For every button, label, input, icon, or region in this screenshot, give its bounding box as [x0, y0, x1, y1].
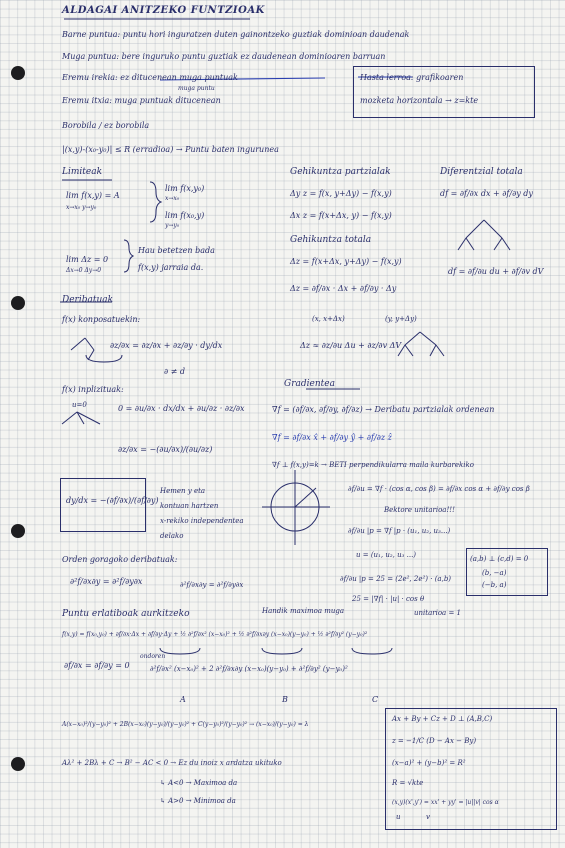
implicit-result: dy/dx = −(∂f/∂x)/(∂f/∂y)	[66, 496, 159, 505]
box-note-4: delako	[160, 532, 184, 540]
critical-point-condition: ∂f/∂x = ∂f/∂y = 0	[64, 661, 130, 670]
schwarz-theorem: ∂²f/∂x∂y = ∂²f/∂y∂x	[70, 577, 143, 586]
chain-approximation: Δz ≈ ∂z/∂u Δu + ∂z/∂v ΔV	[300, 341, 402, 350]
unit-vector: u = (u₁, u₂, u₃ ...)	[356, 551, 417, 559]
boxed-note-line2: mozketa horizontala → z=kte	[360, 96, 479, 105]
limit-row-1-sub: x→x₀ y→y₀	[66, 204, 97, 211]
heading-gradientea: Gradientea	[284, 379, 335, 389]
circle-radius: R = √kte	[392, 779, 424, 787]
increment-point-1: (x, x+Δx)	[312, 315, 345, 323]
box-note-2: kontuan hartzen	[160, 502, 219, 510]
label-a: A	[180, 695, 186, 704]
circle-equation: (x−a)² + (y−b)² = R²	[392, 759, 466, 767]
partial-neq-d: ∂ ≠ d	[164, 367, 186, 376]
gradient-definition: ∇f = (∂f/∂x, ∂f/∂y, ∂f/∂z) → Deribatu partzialak ordenean	[272, 405, 495, 414]
directional-example: ∂f/∂u |p = 25 = (2e², 2e²) · (a,b)	[340, 575, 452, 583]
heading-deribatuak: Deribatuak	[62, 295, 114, 305]
iterated-limit-2: lim f(x₀,y)	[165, 211, 205, 220]
increment-point-2: (y, y+Δy)	[385, 315, 417, 323]
taylor-expansion: f(x,y) = f(x₀,y₀) + ∂f/∂x·Δx + ∂f/∂y·Δy + ½ ∂²f/∂x² (x−x₀)² + ½ ∂²f/∂x∂y (x−x₀)(y−y₀) + ½ ∂²f/∂y² (y−y₀)²	[62, 631, 368, 638]
plane-z: z = −1/C (D − Ax − By)	[392, 737, 477, 745]
gradient-components: ∇f = ∂f/∂x x̂ + ∂f/∂y ŷ + ∂f/∂z ẑ	[272, 433, 392, 442]
iterated-limit-1-sub: x→x₀	[165, 195, 180, 202]
heading-orden-goragoko: Orden goragoko deribatuak:	[62, 555, 178, 564]
u-equals-zero: u=0	[72, 401, 87, 409]
heading-borobila: Borobila / ez borobila	[62, 121, 150, 130]
directional-derivative: ∂f/∂u = ∇f · (cos α, cos β) = ∂f/∂x cos α + ∂f/∂y cos β	[348, 485, 530, 493]
limit-row-2: lim Δz = 0	[66, 255, 109, 264]
ondoren-label: ondoren	[140, 653, 166, 660]
definition-muga-puntua: Muga puntua: bere inguruko puntu guztiak ez daudenean dominioaren barruan	[62, 52, 386, 61]
case-minimum: ↳ A>0 → Minimoa da	[160, 797, 236, 805]
continuity-note-1: Hau betetzen bada	[138, 246, 215, 255]
increment-approximation: Δz = ∂f/∂x · Δx + ∂f/∂y · Δy	[290, 284, 397, 293]
partial-increment-y: Δy z = f(x, y+Δy) − f(x,y)	[290, 189, 392, 198]
quadratic-form: ∂²f/∂x² (x−x₀)² + 2 ∂²f/∂x∂y (x−x₀)(y−y₀) + ∂²f/∂y² (y−y₀)²	[150, 665, 348, 673]
perp-box-line2: (b, −a)	[482, 569, 507, 577]
implicit-heading: f(x) inplizituak:	[62, 385, 124, 394]
discriminant: Aλ² + 2Bλ + C → B² − AC < 0 → Ez du inoiz x ardatza ukituko	[62, 759, 282, 767]
dot-product: (x,y)(x',y') = xx' + yy' = |u||v| cos α	[392, 799, 499, 806]
box-note-1: Hemen y eta	[160, 487, 206, 495]
label-c: C	[372, 695, 379, 704]
perp-box-line3: (−b, a)	[482, 581, 507, 589]
limit-row-1: lim f(x,y) = A	[66, 191, 120, 200]
ball-condition: |(x,y)-(x₀-y₀)| ≤ R (erradioa) → Puntu baten ingurunea	[62, 145, 279, 154]
limit-row-2-sub: Δx→0 Δy→0	[66, 267, 102, 274]
muga-puntu-note: muga puntu	[178, 85, 215, 92]
gradient-perpendicular: ∇f ⊥ f(x,y)=k → BETI perpendikularra maila kurbarekiko	[272, 461, 474, 469]
heading-gehikuntza-partzialak: Gehikuntza partzialak	[290, 167, 391, 177]
composed-heading: f(x) konposatuekin:	[62, 315, 141, 324]
max-slope-note: Handik maximoa muga	[262, 607, 345, 615]
implicit-derivative-1: 0 = ∂u/∂x · dx/dx + ∂u/∂z · ∂z/∂x	[118, 404, 245, 413]
chain-rule: ∂z/∂x = ∂z/∂x + ∂z/∂y · dy/dx	[110, 341, 223, 350]
definition-barne-puntua: Barne puntua: puntu hori inguratzen duten gainontzeko guztiak dominioan daudenak	[62, 30, 410, 39]
implicit-derivative-2: ∂z/∂x = −(∂u/∂x)/(∂u/∂z)	[118, 445, 213, 454]
total-differential-xy: df = ∂f/∂x dx + ∂f/∂y dy	[440, 189, 533, 198]
geometry-box	[385, 708, 557, 830]
heading-gehikuntza-totala: Gehikuntza totala	[290, 235, 372, 245]
unit-vector-note: Bektore unitarioa!!!	[384, 506, 455, 514]
box-note-3: x-rekiko independentea	[160, 517, 244, 525]
continuity-note-2: f(x,y) jarraia da.	[138, 263, 204, 272]
dot-v-label: v	[426, 813, 430, 821]
implicit-result-box	[60, 478, 146, 532]
schwarz-side: ∂²f/∂x∂y = ∂²f/∂y∂x	[180, 581, 244, 589]
total-differential-uv: df = ∂f/∂u du + ∂f/∂v dV	[448, 267, 544, 276]
heading-puntu-erlatiboak: Puntu erlatiboak aurkitzeko	[62, 609, 190, 619]
directional-general: ∂f/∂u |p = ∇f |p · (u₁, u₂, u₃...)	[348, 527, 451, 535]
iterated-limit-1: lim f(x,y₀)	[165, 184, 205, 193]
partial-increment-x: Δx z = f(x+Δx, y) − f(x,y)	[290, 211, 392, 220]
boxed-note-line1: Hasta lerroa: grafikoaren	[360, 73, 464, 82]
definition-eremu-irekia: Eremu irekia: ez ditucenean muga puntuak	[62, 73, 238, 82]
iterated-limit-2-sub: y→y₀	[165, 222, 180, 229]
total-increment: Δz = f(x+Δx, y+Δy) − f(x,y)	[290, 257, 402, 266]
heading-limiteak: Limiteak	[62, 167, 103, 177]
gradient-norm: 25 = |∇f| · |u| · cos θ	[352, 595, 425, 603]
lambda-ratio: A(x−x₀)²/(y−y₀)² + 2B(x−x₀)(y−y₀)/(y−y₀)² + C(y−y₀)²/(y−y₀)² → (x−x₀)/(y−y₀) = λ	[62, 721, 309, 728]
unit-equals-one: unitarioa = 1	[414, 609, 461, 617]
dot-u-label: u	[396, 813, 401, 821]
page-title: ALDAGAI ANITZEKO FUNTZIOAK	[62, 5, 265, 16]
plane-normal: Ax + By + Cz + D ⊥ (A,B,C)	[392, 715, 493, 723]
case-maximum: ↳ A<0 → Maximoa da	[160, 779, 238, 787]
heading-diferentzial-totala: Diferentzial totala	[440, 167, 523, 177]
label-b: B	[282, 695, 288, 704]
definition-eremu-itxia: Eremu itxia: muga puntuak ditucenean	[62, 96, 221, 105]
perp-box-line1: (a,b) ⊥ (c,d) = 0	[470, 555, 529, 563]
